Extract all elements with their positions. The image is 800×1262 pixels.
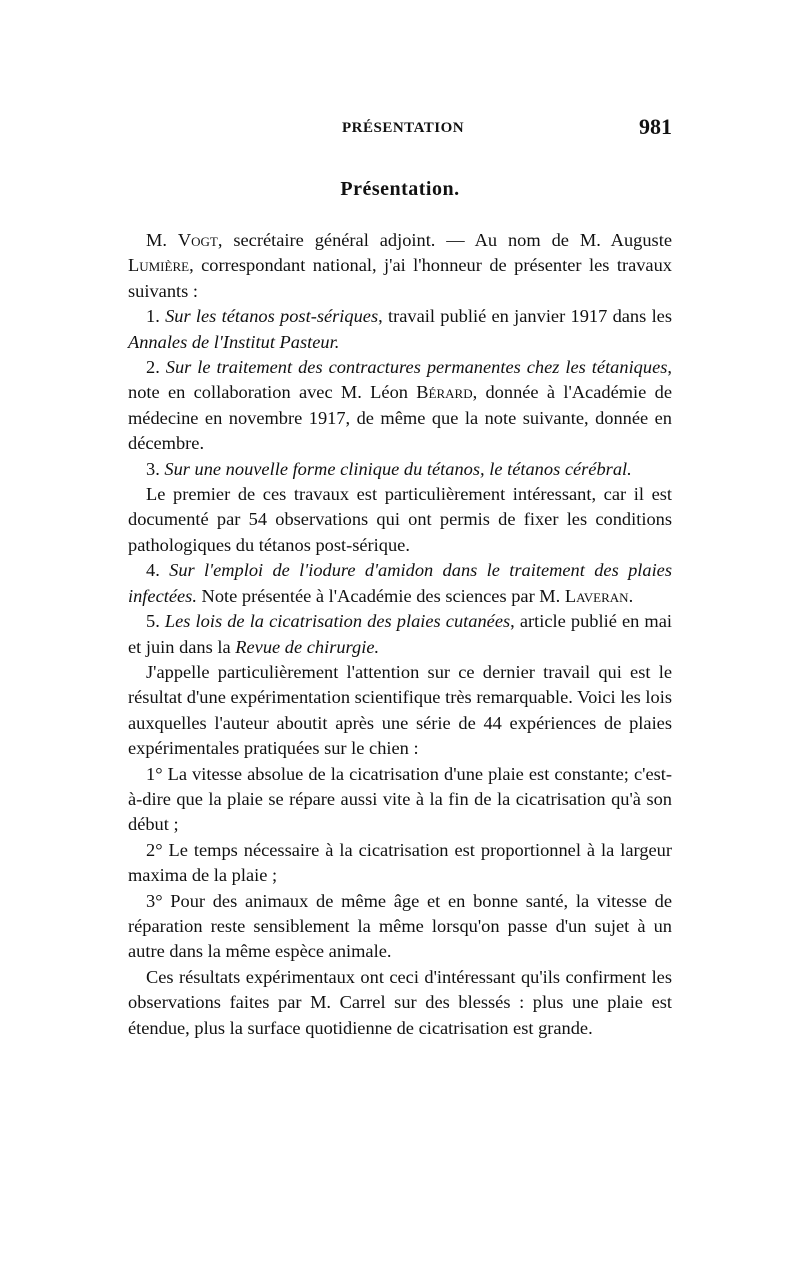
law-2: 2° Le temps nécessaire à la cicatrisation est proportionnel à la largeur maxima de la plaie ; [128,839,672,886]
list-item-5: 5. Les lois de la cicatrisation des plaies cutanées, article publié en mai et juin dans la Revue de chirurgie. [128,611,673,657]
running-head [128,114,672,144]
work-title: Sur l'emploi de l'iodure d'amidon dans le traitement des plaies infectées. [128,560,672,606]
list-item-1: 1. Sur les tétanos post-sériques, travail publié en janvier 1917 dans les Annales de l'Institut Pasteur. [128,306,672,352]
work-title: Les lois de la cicatrisation des plaies cutanées [164,611,511,632]
running-title: PRÉSENTATION [342,120,465,136]
body-text [128,228,672,1041]
paragraph-conclusion: Ces résultats expérimentaux ont ceci d'intéressant qu'ils confirment les observations faites par M. Carrel sur des blessés : plus une plaie est étendue, plus la surface quotidienne de cicatrisation est grande. [128,966,672,1038]
page-number: 981 [639,114,672,139]
law-1: 1° La vitesse absolue de la cicatrisation d'une plaie est constante; c'est-à-dire que la plaie se répare aussi vite à la fin de la cicatrisation qu'à son début ; [128,763,672,835]
paragraph-attention: J'appelle particulièrement l'attention sur ce dernier travail qui est le résultat d'une expérimentation scientifique très remarquable. Voici les lois auxquelles l'auteur aboutit après une série de 44 expériences de plaies expérimentales pratiquées sur le chien : [128,661,672,759]
work-title: Sur le traitement des contractures permanentes chez les tétaniques [165,357,668,378]
work-title: Sur une nouvelle forme clinique du tétanos, le tétanos cérébral. [164,458,632,479]
list-item-2: 2. Sur le traitement des contractures permanentes chez les tétaniques, note en collaboration avec M. Léon Bérard, donnée à l'Académie de médecine en novembre 1917, de même que la note suivante, donnée en décembre. [128,357,673,454]
author-name-lumiere: Lumière [128,255,190,276]
section-title: Présentation. [340,178,460,200]
law-3: 3° Pour des animaux de même âge et en bonne santé, la vitesse de réparation reste sensiblement la même lorsqu'on passe d'un sujet à un autre dans la même espèce animale. [128,890,672,962]
author-name-berard: Bérard [416,382,473,403]
author-name-vogt: Vogt [177,230,218,250]
journal-title: Revue de chirurgie. [235,636,380,657]
author-name-laveran: Laveran [564,585,629,606]
list-item-3: 3. Sur une nouvelle forme clinique du tétanos, le tétanos cérébral. [146,458,632,479]
paragraph-commentary: Le premier de ces travaux est particulièrement intéressant, car il est documenté par 54 observations qui ont permis de fixer les conditions pathologiques du tétanos post-sérique. [128,484,672,555]
paragraph-intro: M. Vogt, secrétaire général adjoint. — Au nom de M. Auguste Lumière, correspondant national, j'ai l'honneur de présenter les travaux suivants : [128,230,672,301]
journal-title: Annales de l'Institut Pasteur. [128,331,340,352]
list-item-4: 4. Sur l'emploi de l'iodure d'amidon dans le traitement des plaies infectées. Note présentée à l'Académie des sciences par M. Laveran. [128,560,672,606]
work-title: Sur les tétanos post-sériques [165,306,379,327]
